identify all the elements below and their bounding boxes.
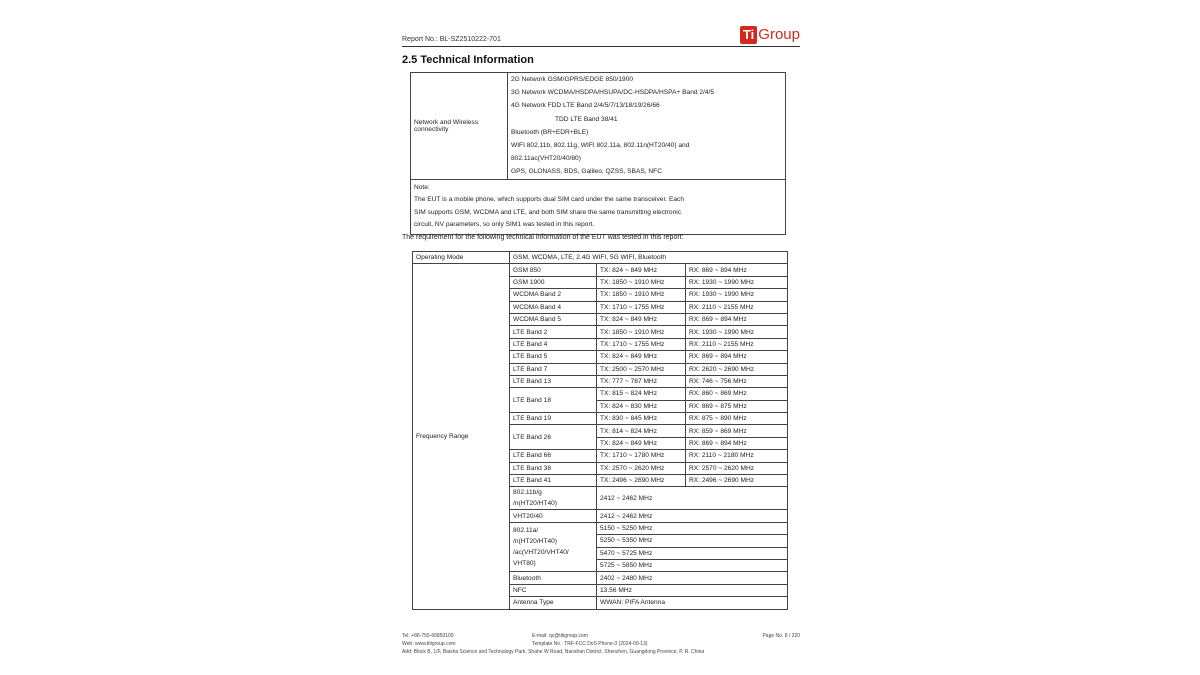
logo-group-text: Group <box>758 26 800 43</box>
frequency-table <box>412 251 788 610</box>
network-label-line: Network and Wireless <box>414 118 479 126</box>
band-tx: TX: 1850 ~ 1910 MHz <box>597 276 686 288</box>
wifi-5g-value: 5725 ~ 5850 MHz <box>597 559 788 571</box>
band-name: GSM 850 <box>510 264 597 276</box>
band-rx: RX: 859 ~ 869 MHz <box>686 425 788 437</box>
vht-name: VHT20/40 <box>510 510 597 522</box>
network-line: TDD LTE Band 38/41 <box>555 115 618 123</box>
band-rx: RX: 2110 ~ 2155 MHz <box>686 338 788 350</box>
nfc-name: NFC <box>510 584 597 596</box>
band-name: LTE Band 26 <box>510 425 597 450</box>
wifi-5g-value: 5150 ~ 5250 MHz <box>597 522 788 534</box>
network-line: 802.11ac(VHT20/40/80) <box>511 155 581 163</box>
band-name: LTE Band 4 <box>510 338 597 350</box>
note-line: SIM supports GSM, WCDMA and LTE, and both SIM share the same transmitting electronic <box>414 208 682 216</box>
note-line: circuit, NV parameters, so only SIM1 was tested in this report. <box>414 221 595 229</box>
document-page <box>392 12 808 662</box>
wifi-24-name <box>510 487 597 510</box>
band-name: WCDMA Band 2 <box>510 289 597 301</box>
band-rx: RX: 2496 ~ 2690 MHz <box>686 475 788 487</box>
band-name: LTE Band 13 <box>510 375 597 387</box>
band-rx: RX: 1930 ~ 1990 MHz <box>686 276 788 288</box>
band-tx: TX: 824 ~ 849 MHz <box>597 313 686 325</box>
band-rx: RX: 860 ~ 869 MHz <box>686 388 788 400</box>
network-line: Bluetooth (BR+EDR+BLE) <box>511 128 589 136</box>
requirement-text: The requirement for the following technical information of the EUT was tested in this report: <box>402 234 684 241</box>
wifi-5g-value: 5250 ~ 5350 MHz <box>597 535 788 547</box>
band-tx: TX: 1850 ~ 1910 MHz <box>597 289 686 301</box>
band-name: LTE Band 41 <box>510 475 597 487</box>
band-rx: RX: 1930 ~ 1990 MHz <box>686 326 788 338</box>
band-tx: TX: 1710 ~ 1755 MHz <box>597 338 686 350</box>
band-rx: RX: 869 ~ 894 MHz <box>686 264 788 276</box>
page-footer <box>402 632 800 656</box>
band-tx: TX: 830 ~ 845 MHz <box>597 413 686 425</box>
band-rx: RX: 2570 ~ 2620 MHz <box>686 462 788 474</box>
wifi-5g-name <box>510 522 597 572</box>
band-tx: TX: 1850 ~ 1910 MHz <box>597 326 686 338</box>
network-line: 4G Network FDD LTE Band 2/4/5/7/13/18/19/26/66 <box>511 102 660 110</box>
band-tx: TX: 2570 ~ 2620 MHz <box>597 462 686 474</box>
band-name: WCDMA Band 5 <box>510 313 597 325</box>
band-rx: RX: 875 ~ 890 MHz <box>686 413 788 425</box>
band-name: WCDMA Band 4 <box>510 301 597 313</box>
band-rx: RX: 1930 ~ 1990 MHz <box>686 289 788 301</box>
band-rx: RX: 2110 ~ 2155 MHz <box>686 301 788 313</box>
footer-row <box>402 632 800 640</box>
band-rx: RX: 746 ~ 756 MHz <box>686 375 788 387</box>
band-tx: TX: 777 ~ 787 MHz <box>597 375 686 387</box>
footer-web: Web: www.titigroup.com <box>402 641 456 647</box>
band-tx: TX: 824 ~ 830 MHz <box>597 400 686 412</box>
wifi-5g-name-line: /n(HT20/HT40) <box>513 538 557 546</box>
band-tx: TX: 815 ~ 824 MHz <box>597 388 686 400</box>
footer-row <box>402 648 800 656</box>
network-line: GPS, GLONASS, BDS, Galileo, QZSS, SBAS, NFC <box>511 168 662 176</box>
network-label-line: connectivity <box>414 125 449 133</box>
wifi-5g-value: 5470 ~ 5725 MHz <box>597 547 788 559</box>
band-rx: RX: 2110 ~ 2180 MHz <box>686 450 788 462</box>
note-row <box>411 179 786 234</box>
network-line: 3G Network WCDMA/HSDPA/HSUPA/DC-HSDPA/HSPA+ Band 2/4/5 <box>511 89 715 97</box>
antenna-value: WWAN: PIFA Antenna <box>597 597 788 609</box>
band-name: LTE Band 7 <box>510 363 597 375</box>
network-line: WIFI 802.11b, 802.11g, WIFI 802.11a, 802.11n(HT20/40) and <box>511 142 690 150</box>
logo-ti-mark: Ti <box>740 26 757 44</box>
network-label-cell <box>411 73 508 180</box>
frequency-range-label: Frequency Range <box>413 264 510 609</box>
note-line: Note: <box>414 183 430 191</box>
footer-page: Page No. 8 / 220 <box>762 633 800 639</box>
bluetooth-value: 2402 ~ 2480 MHz <box>597 572 788 584</box>
band-row <box>413 264 788 276</box>
band-name: LTE Band 5 <box>510 351 597 363</box>
footer-address: Add: Block B, 1/F, Baisha Science and Technology Park, Shahe W Road, Nanshan District, Shenzhen, Guangdong Province, P. R. China <box>402 649 705 655</box>
footer-row <box>402 640 800 648</box>
band-rx: RX: 2620 ~ 2690 MHz <box>686 363 788 375</box>
page-header <box>402 22 800 47</box>
antenna-label: Antenna Type <box>510 597 597 609</box>
band-tx: TX: 824 ~ 849 MHz <box>597 264 686 276</box>
band-tx: TX: 1710 ~ 1755 MHz <box>597 301 686 313</box>
band-tx: TX: 824 ~ 849 MHz <box>597 437 686 449</box>
company-logo <box>740 26 800 44</box>
wifi-5g-name-line: /ac(VHT20/VHT40/ <box>513 549 569 557</box>
nfc-value: 13.56 MHz <box>597 584 788 596</box>
band-name: LTE Band 2 <box>510 326 597 338</box>
wifi-24-name-line: 802.11b/g <box>513 489 542 497</box>
vht-value: 2412 ~ 2462 MHz <box>597 510 788 522</box>
wifi-24-name-line: /n(HT20/HT40) <box>513 500 557 508</box>
footer-email: E-mail: qc@titigroup.com <box>532 633 588 639</box>
bluetooth-name: Bluetooth <box>510 572 597 584</box>
operating-mode-value: GSM, WCDMA, LTE, 2.4G WIFI, 5G WIFI, Bluetooth <box>510 252 788 264</box>
report-number: Report No.: BL-SZ2510222-701 <box>402 36 501 43</box>
wifi-24-value: 2412 ~ 2462 MHz <box>597 487 788 510</box>
operating-mode-label: Operating Mode <box>413 252 510 264</box>
band-name: LTE Band 18 <box>510 388 597 413</box>
band-rx: RX: 869 ~ 894 MHz <box>686 437 788 449</box>
operating-mode-row <box>413 252 788 264</box>
section-title: 2.5 Technical Information <box>402 54 534 66</box>
band-tx: TX: 814 ~ 824 MHz <box>597 425 686 437</box>
band-tx: TX: 824 ~ 849 MHz <box>597 351 686 363</box>
footer-tel: Tel: +86-755-66850100 <box>402 633 454 639</box>
note-cell <box>411 179 786 234</box>
network-line: 2G Network GSM/GPRS/EDGE 850/1900 <box>511 76 634 83</box>
band-rx: RX: 869 ~ 894 MHz <box>686 313 788 325</box>
band-name: GSM 1900 <box>510 276 597 288</box>
band-name: LTE Band 66 <box>510 450 597 462</box>
band-tx: TX: 2496 ~ 2690 MHz <box>597 475 686 487</box>
band-tx: TX: 1710 ~ 1780 MHz <box>597 450 686 462</box>
wifi-5g-name-line: VHT80) <box>513 560 536 568</box>
network-row <box>411 73 786 180</box>
wifi-5g-name-line: 802.11a/ <box>513 527 539 535</box>
network-value-cell <box>508 73 786 180</box>
band-tx: TX: 2500 ~ 2570 MHz <box>597 363 686 375</box>
technical-info-table <box>410 72 786 235</box>
band-name: LTE Band 19 <box>510 413 597 425</box>
band-name: LTE Band 38 <box>510 462 597 474</box>
band-rx: RX: 869 ~ 894 MHz <box>686 351 788 363</box>
footer-template: Template No.: TRF-FCC DoS Phone-3 (2024-09-13) <box>532 641 648 647</box>
band-rx: RX: 869 ~ 875 MHz <box>686 400 788 412</box>
note-line: The EUT is a mobile phone, which supports dual SIM card under the same transceiver. Each <box>414 196 684 204</box>
